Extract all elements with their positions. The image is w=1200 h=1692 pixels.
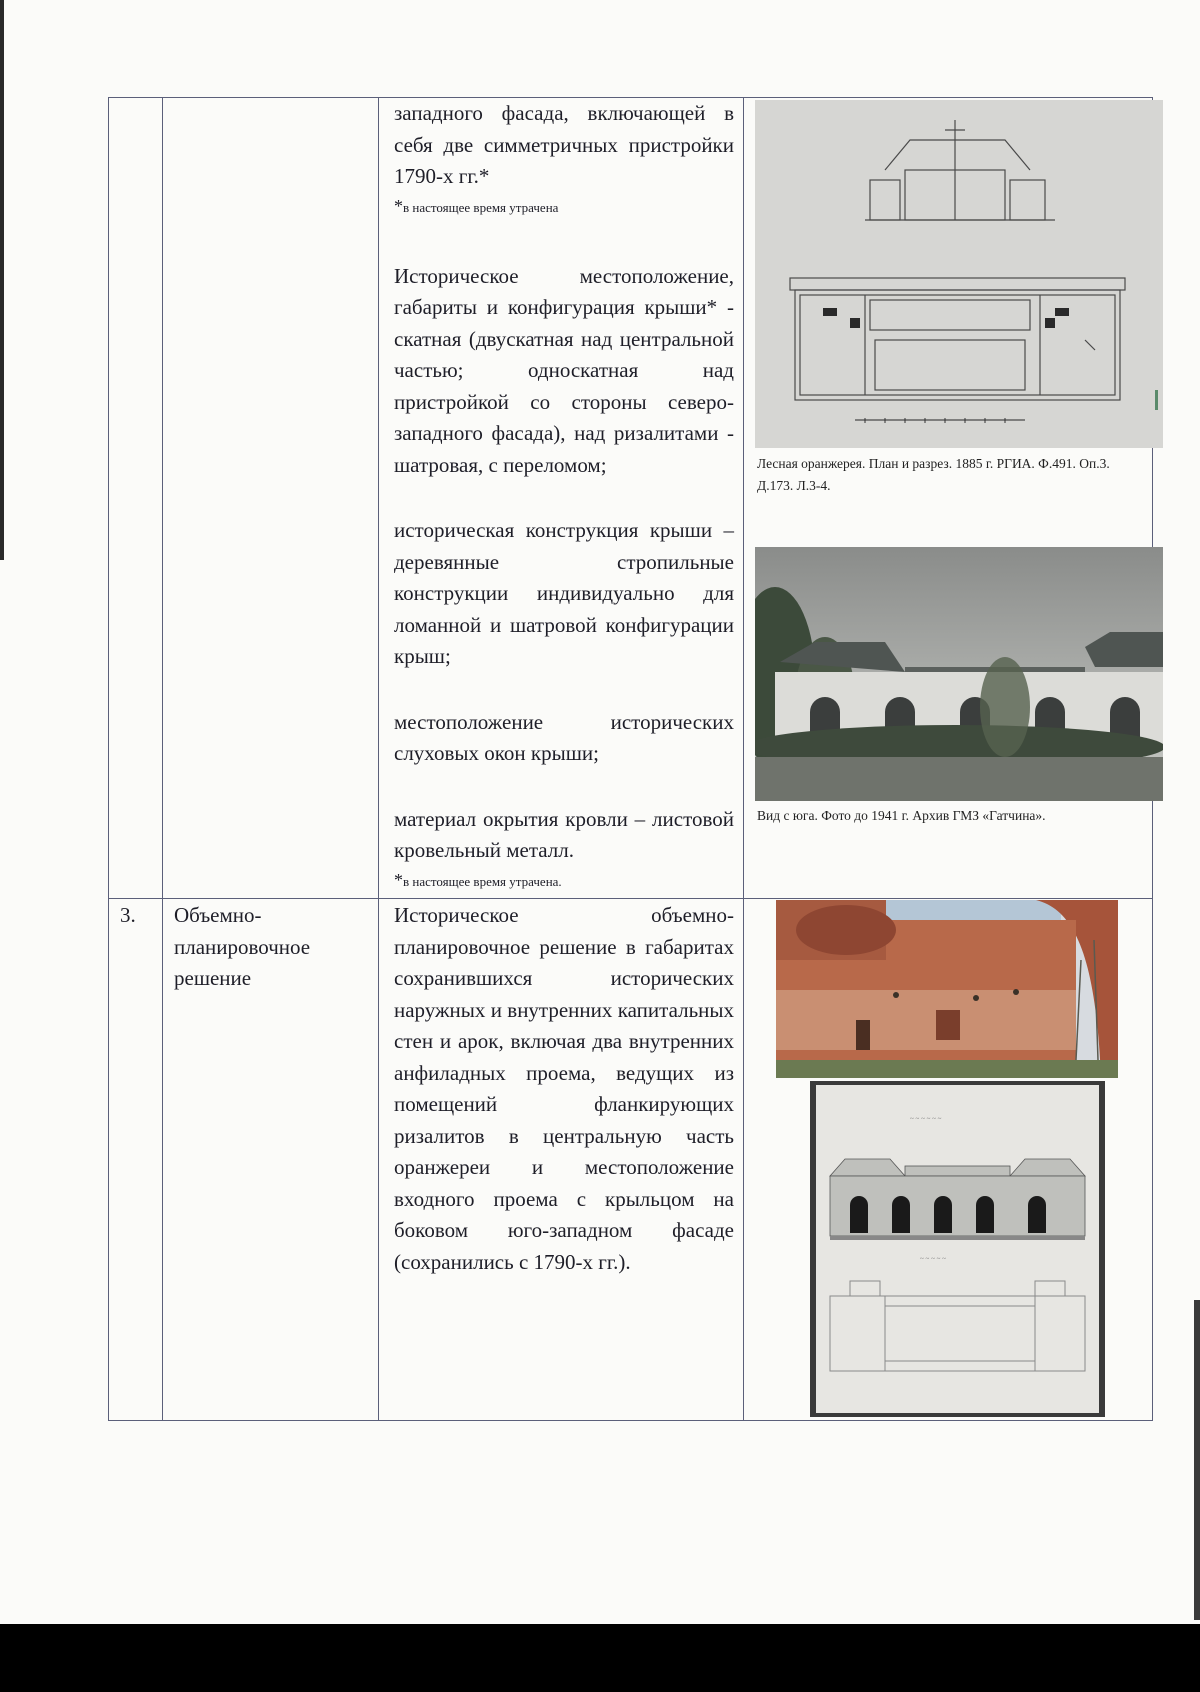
table-border [108,97,109,1421]
paragraph: местоположение исторических слуховых окон крыши; [394,709,734,765]
image-caption: Лесная оранжерея. План и разрез. 1885 г. РГИА. Ф.491. Оп.3. Д.173. Л.3-4. [757,456,1110,493]
paragraph: Историческое местоположение, габариты и конфигурация крыши* - скатная (двускатная над центральной частью; односкатная над пристройкой со стороны северо-западного фасада), над ризалитами - шатровая, с переломом; [394,263,734,477]
table-border [378,97,379,1421]
footnote: *в настоящее время утрачена [394,195,559,216]
table-border [743,97,744,1421]
facade-and-plan-drawing [810,1081,1105,1417]
historic-photo-south-view [755,547,1163,801]
scan-bottom-bar [0,1624,1200,1692]
ruined-interior-photo [776,900,1118,1078]
scan-edge [0,0,4,560]
row-name: Объемно-планировочное решение [174,903,311,990]
plan-and-section-drawing [755,100,1163,448]
paragraph: историческая конструкция крыши – деревянные стропильные конструкции индивидуально для ломанной и шатровой конфигурации крыш; [394,518,734,668]
image-caption: Вид с юга. Фото до 1941 г. Архив ГМЗ «Гатчина». [757,808,1046,823]
row-description: Историческое объемно-планировочное решение в габаритах сохранившихся исторических наружных и внутренних капитальных стен и арок, включая два внутренних анфиладных проема, ведущих из помещений фланкирующих ризалитов в центральную часть оранжереи и местоположение входного проема с крыльцом на боковом юго-западном фасаде (сохранились с 1790-х гг.). [394,903,734,1274]
svg-text:~ ~ ~ ~ ~: ~ ~ ~ ~ ~ [920,1255,946,1263]
table-border [108,898,1152,899]
paragraph: западного фасада, включающей в себя две симметричных пристройки 1790-х гг.* [394,101,734,188]
table-border [162,97,163,1421]
row-description [394,98,734,895]
svg-text:~ ~ ~ ~ ~ ~: ~ ~ ~ ~ ~ ~ [910,1115,942,1123]
scan-edge [1194,1300,1200,1620]
footnote: *в настоящее время утрачена. [394,869,562,890]
row-number: 3. [120,903,136,927]
paragraph: материал окрытия кровли – листовой кровельный металл. [394,806,734,862]
table-border [108,1420,1152,1421]
